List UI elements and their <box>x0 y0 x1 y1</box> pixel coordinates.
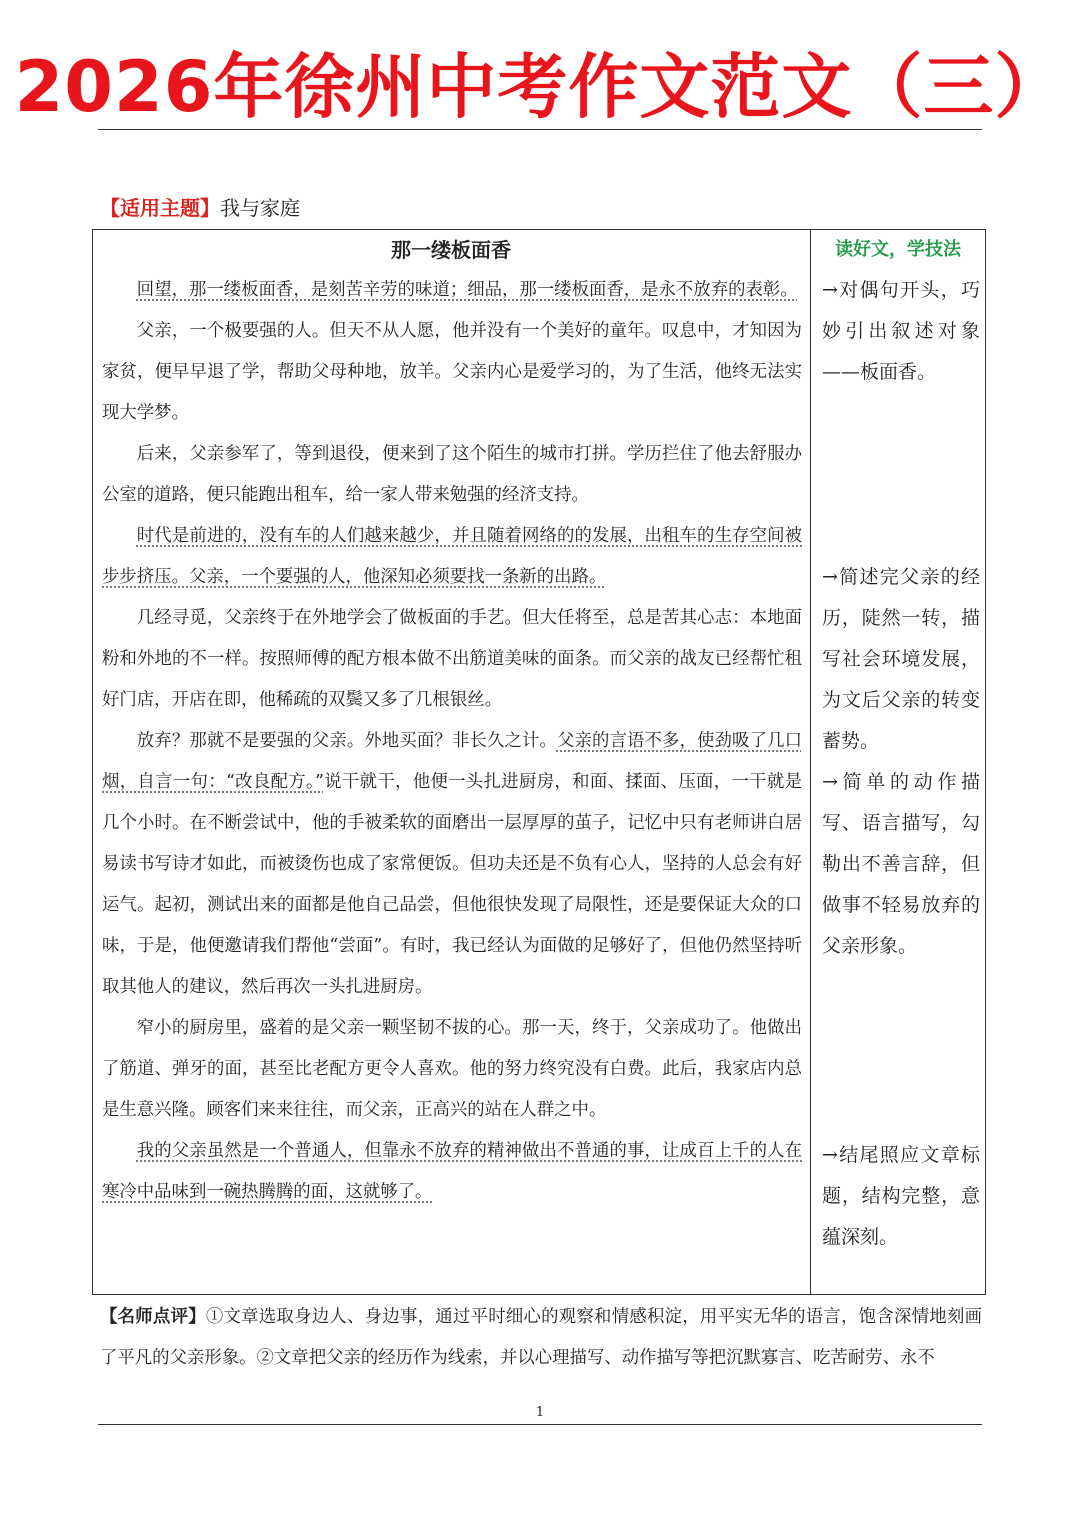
essay-paragraph: 后来，父亲参军了，等到退役，便来到了这个陌生的城市打拼。学历拦住了他去舒服办公室的道路，便只能跑出租车，给一家人带来勉强的经济支持。 <box>102 444 802 505</box>
annotation-text: →对偶句开头，巧妙引出叙述对象——板面香。 <box>822 279 980 383</box>
annotation-note <box>822 270 980 393</box>
paragraph-rest: 说干就干，他便一头扎进厨房，和面、揉面、压面，一干就是几个小时。在不断尝试中，他的手被柔软的面磨出一层厚厚的茧子，记忆中只有老师讲白居易读书写诗才如此，而被烫伤也成了家常便饭。但功夫还是不负有心人，坚持的人总会有好运气。起初，测试出来的面都是他自己品尝，但他很快发现了局限性，还是要保证大众的口味，于是，他便邀请我们帮他“尝面”。有时，我已经认为面做的足够好了，但他仍然坚持听取其他人的建议，然后再次一头扎进厨房。 <box>102 772 802 997</box>
annotation-text: →简单的动作描写、语言描写，勾勒出不善言辞，但做事不轻易放弃的父亲形象。 <box>822 771 980 957</box>
annotation-heading: 读好文，学技法 <box>835 239 961 260</box>
essay-paragraph: 父亲，一个极要强的人。但天不从人愿，他并没有一个美好的童年。叹息中，才知因为家贫，便早早退了学，帮助父母种地，放羊。父亲内心是爱学习的，为了生活，他终无法实现大学梦。 <box>102 321 802 423</box>
essay-paragraph <box>102 270 802 311</box>
theme-line <box>100 192 300 224</box>
annotation-note <box>822 557 980 762</box>
document-title: 2026年徐州中考作文范文（三） <box>14 46 1066 128</box>
underlined-sentence: 时代是前进的，没有车的人们越来越少，并且随着网络的的发展，出租车的生存空间被步步挤压。父亲，一个要强的人，他深知必须要找一条新的出路。 <box>102 526 802 587</box>
comment-tag: 【名师点评】 <box>100 1307 206 1327</box>
theme-value: 我与家庭 <box>220 196 300 220</box>
paragraph-lead: 放弃？那就不是要强的父亲。外地买面？非长久之计。 <box>136 731 557 751</box>
underlined-sentence: 我的父亲虽然是一个普通人，但靠永不放弃的精神做出不普通的事，让成百上千的人在寒冷中品味到一碗热腾腾的面，这就够了。 <box>102 1141 802 1202</box>
annotation-note <box>822 762 980 967</box>
essay-title: 那一缕板面香 <box>391 238 511 262</box>
footer-divider <box>98 1424 982 1425</box>
annotation-note <box>822 1135 980 1258</box>
essay-paragraph <box>102 721 802 1008</box>
annotation-text: →结尾照应文章标题，结构完整，意蕴深刻。 <box>822 1144 980 1248</box>
underlined-sentence: 父亲的言语不多，使劲吸了几口烟，自言一句：“改良配方。” <box>102 731 802 792</box>
essay-paragraph: 窄小的厨房里，盛着的是父亲一颗坚韧不拔的心。那一天，终于，父亲成功了。他做出了筋道、弹牙的面，甚至比老配方更令人喜欢。他的努力终究没有白费。此后，我家店内总是生意兴隆。顾客们来来往往，而父亲，正高兴的站在人群之中。 <box>102 1018 802 1120</box>
essay-body <box>102 270 802 1213</box>
theme-tag: 【适用主题】 <box>100 196 220 220</box>
title-divider <box>98 129 982 130</box>
essay-paragraph: 几经寻觅，父亲终于在外地学会了做板面的手艺。但大任将至，总是苦其心志：本地面粉和外地的不一样。按照师傅的配方根本做不出筋道美味的面条。而父亲的战友已经帮忙租好门店，开店在即，他稀疏的双鬓又多了几根银丝。 <box>102 608 802 710</box>
annotation-text: →简述完父亲的经历，陡然一转，描写社会环境发展，为文后父亲的转变蓄势。 <box>822 566 980 752</box>
page-number: 1 <box>535 1405 545 1420</box>
teacher-comment <box>100 1297 982 1379</box>
column-divider <box>810 229 811 1295</box>
essay-paragraph <box>102 1131 802 1213</box>
comment-text: ①文章选取身边人、身边事，通过平时细心的观察和情感积淀，用平实无华的语言，饱含深情地刻画了平凡的父亲形象。②文章把父亲的经历作为线索，并以心理描写、动作描写等把沉默寡言、吃苦耐劳、永不 <box>100 1307 982 1368</box>
underlined-sentence: 回望，那一缕板面香，是刻苦辛劳的味道；细品，那一缕板面香，是永不放弃的表彰。 <box>136 280 798 300</box>
essay-paragraph <box>102 516 802 598</box>
